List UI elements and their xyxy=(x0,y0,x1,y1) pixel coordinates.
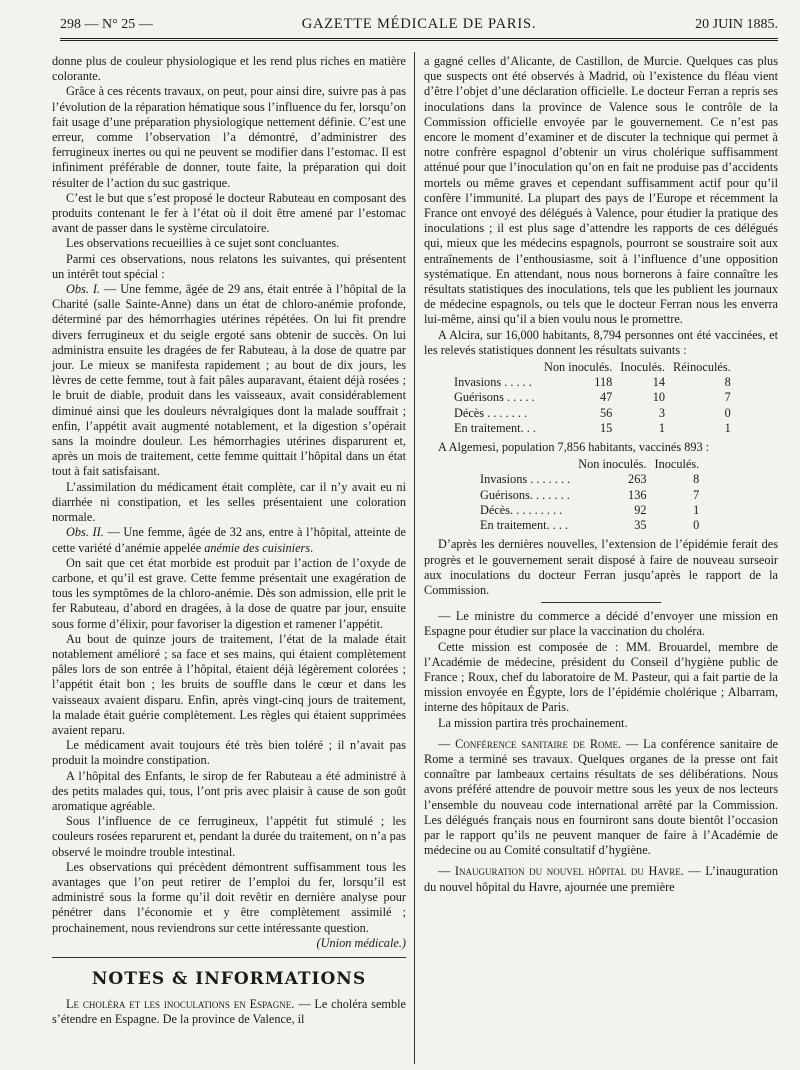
paragraph: — Le ministre du commerce a décidé d’envoyer une mission en Espagne pour étudier sur place la vaccination du choléra. xyxy=(424,609,778,639)
table-cell: 7 xyxy=(724,390,731,405)
observation-2 xyxy=(52,525,406,555)
table-header-row xyxy=(476,457,703,472)
table-cell: Guérisons. . . . . . . xyxy=(480,487,570,502)
table-cell: 92 xyxy=(634,502,647,517)
section-title: NOTES & INFORMATIONS xyxy=(91,968,367,989)
page-number: 298 — N° 25 — xyxy=(60,17,153,32)
column-divider xyxy=(414,52,415,1064)
table-cell: 1 xyxy=(693,502,700,517)
paragraph: Sous l’influence de ce ferrugineux, l’appétit fut stimulé ; les couleurs rosées reparurent et, pendant la durée du traitement, on n’a pas observé le moindre trouble intestinal. xyxy=(52,814,406,859)
paragraph: L’assimilation du médicament était complète, car il n’y avait eu ni diarrhée ni constipation, et les selles présentaient une coloration normale. xyxy=(52,479,406,525)
table-cell: 15 xyxy=(599,420,613,435)
source-credit: (Union médicale.) xyxy=(316,935,406,950)
table-cell: Invasions . . . . . xyxy=(454,375,532,390)
issue-date: 20 JUIN 1885. xyxy=(695,17,778,32)
table-cell: 1 xyxy=(658,420,666,435)
table-cell: 56 xyxy=(599,405,613,420)
news-item xyxy=(424,864,778,894)
news-item xyxy=(52,997,406,1027)
table-header: Inoculés. xyxy=(654,457,700,472)
header-rule xyxy=(60,38,778,41)
table-header: Non inoculés. xyxy=(578,457,647,472)
table-row xyxy=(450,375,735,390)
paragraph: Cette mission est composée de : MM. Brouardel, membre de l’Académie de médecine, président du Conseil d’hygiène public de France ; Roux, chef du laboratoire de M. Pasteur, qui a fait partie de la mission envoyée en Égypte, lors de l’épidémie cholérique ; Albarram, interne des hôpitaux de Paris. xyxy=(424,639,778,715)
section-divider xyxy=(52,957,406,958)
obs-text: — Une femme, âgée de 29 ans, était entrée à l’hôpital de la Charité (salle Sainte-Anne) dans un état de chloro-anémie profonde, déterminé par des hémorrhagies utérines répétées. On lui fit prendre divers ferrugineux et du seigle ergoté sans obtenir de succès. On lui administra ensuite les dragées de fer Rabuteau, à la dose de quatre par jour. Le mieux se manifesta rapidement ; au bout de dix jours, les lèvres de cette femme, tout à fait pâles auparavant, étaient déjà rosées ; le bruit de diable, produit dans les vaisseaux, avait considérablement diminué ainsi que les douleurs névralgiques dont la malade souffrait ; enfin, l’appétit avait augmenté notablement, et la digestion s’opérait sans la moindre douleur. Les hémorrhagies utérines disparurent et, après un mois de traitement, cette femme quittait l’hôpital dans un état tout à fait satisfaisant. xyxy=(52,282,406,479)
table-cell: 8 xyxy=(724,375,731,390)
table-cell: Décès. . . . . . . . . xyxy=(480,502,563,517)
right-column xyxy=(424,54,778,1064)
obs-label: Obs. II. xyxy=(66,525,104,540)
table-row xyxy=(476,503,703,518)
table-cell: 35 xyxy=(634,518,647,533)
table-cell: Guérisons . . . . . xyxy=(454,390,535,405)
news-item xyxy=(424,737,778,859)
paragraph: A Alcira, sur 16,000 habitants, 8,794 personnes ont été vaccinées, et les relevés statistiques donnent les résultats suivants : xyxy=(424,327,778,357)
news-text: — Le choléra semble s’étendre en Espagne. De la province de Valence, il xyxy=(52,997,407,1027)
paragraph: D’après les dernières nouvelles, l’extension de l’épidémie ferait des progrès et le gouvernement serait disposé à faire de nouveau surseoir aux inoculations du docteur Ferran jusqu’après le rapport de la Commission. xyxy=(424,537,778,597)
news-text: — La conférence sanitaire de Rome a terminé ses travaux. Quelques organes de la presse ont fait connaître par lambeaux certains résultats de ses délibérations. Nous avons préféré attendre de pouvoir mettre sous les yeux de nos lecteurs l’ensemble du nouveau code international arrêté par la Commission. Les délégués français nous en fourniront sans doute bientôt l’occasion par le rapport qu’ils ne peuvent manquer de faire à l’Académie de médecine ou au Comité consultatif d’hygiène. xyxy=(424,736,778,858)
table-cell: 136 xyxy=(628,487,647,502)
obs-text: — Une femme, âgée de 32 ans, entre à l’hôpital, atteinte de cette variété d’anémie appelée xyxy=(52,525,406,555)
table-cell: Invasions . . . . . . . xyxy=(480,472,571,487)
obs-label: Obs. I. xyxy=(66,282,101,297)
table-row xyxy=(450,390,735,405)
page-header xyxy=(60,14,778,34)
paragraph: donne plus de couleur physiologique et les rend plus riches en matière colorante. xyxy=(52,54,406,84)
algemesi-table xyxy=(476,457,703,533)
paragraph: On sait que cet état morbide est produit par l’action de l’oxyde de carbone, et qu’il est grave. Cette femme présentait une exagération de tous les symptômes de la chloro-anémie. Dès son admission, elle prit le fer Rabuteau, d’abord en dragées, à la dose de quatre par jour, ensuite sous forme d’élixir, pour favoriser la digestion et ramener l’appétit. xyxy=(52,555,406,631)
table-cell: 7 xyxy=(693,487,700,502)
news-headline: Le choléra et les inoculations en Espagne. xyxy=(66,997,295,1012)
table-row xyxy=(450,406,735,421)
table-cell: En traitement. . . . xyxy=(480,518,569,533)
table-cell: 10 xyxy=(652,390,666,405)
observation-1 xyxy=(52,282,406,480)
table-row xyxy=(476,518,703,533)
table-row xyxy=(476,472,703,487)
journal-title: GAZETTE MÉDICALE DE PARIS. xyxy=(301,16,537,32)
paragraph: A l’hôpital des Enfants, le sirop de fer Rabuteau a été administré à des petits malades qui, tous, l’ont pris avec plaisir à cause de son goût aromatique agréable. xyxy=(52,768,406,813)
table-row xyxy=(476,488,703,503)
item-divider xyxy=(541,602,661,603)
table-cell: 3 xyxy=(658,405,666,420)
table-row xyxy=(450,421,735,436)
paragraph: Parmi ces observations, nous relatons les suivantes, qui présentent un intérêt tout spécial : xyxy=(52,251,406,281)
table-cell: En traitement. . . xyxy=(454,420,536,435)
table-cell: 8 xyxy=(693,472,700,487)
alcira-table xyxy=(450,360,735,436)
obs-italic: anémie des cuisiniers xyxy=(204,540,311,555)
table-header: Non inoculés. xyxy=(543,360,613,375)
table-cell: 47 xyxy=(599,390,613,405)
table-cell: 0 xyxy=(724,405,731,420)
table-cell: Décès . . . . . . . xyxy=(454,405,528,420)
news-text: — L’inauguration du nouvel hôpital du Havre, ajournée une première xyxy=(424,864,778,894)
paragraph: Grâce à ces récents travaux, on peut, pour ainsi dire, suivre pas à pas l’évolution de la réparation hématique sous l’influence du fer, lorsqu’on fait usage d’une préparation physiologique nettement définie. C’est une erreur, comme l’observation l’a démontré, d’administrer des ferrugineux inertes ou qui ne peuvent se modifier dans l’estomac. Il est infiniment préférable de donner, toute faite, la préparation qui doit résulter de l’action du suc gastrique. xyxy=(52,84,406,190)
paragraph: Les observations qui précèdent démontrent suffisamment tous les avantages que l’on peut retirer de l’emploi du fer, lorsqu’il est administré sous la forme qu’il doit revêtir en dernière analyse pour pénétrer dans l’économie et y être complètement assimilé ; prochainement, nous reviendrons sur cette intéressante question. xyxy=(52,859,406,935)
table-header-row xyxy=(450,360,735,375)
paragraph: Le médicament avait toujours été très bien toléré ; il n’avait pas produit la moindre constipation. xyxy=(52,738,406,768)
table-cell: 0 xyxy=(693,518,700,533)
paragraph: La mission partira très prochainement. xyxy=(438,715,628,730)
table-cell: 14 xyxy=(652,375,666,390)
table-cell: 263 xyxy=(628,472,647,487)
table-header: Inoculés. xyxy=(620,360,666,375)
paragraph: Au bout de quinze jours de traitement, l’état de la malade était notablement amélioré ; sa face et ses mains, qui étaient complètement pâles lors de son entrée à l’hôpital, étaient déjà légèrement colorées ; l’appétit était bon ; les bruits de souffle dans le cœur et dans les vaisseaux avaient disparu. Enfin, après vingt-cinq jours de traitement, la malade était guérie complètement. Les règles qui étaient supprimées avaient reparu. xyxy=(52,631,406,737)
table-cell: 1 xyxy=(724,420,731,435)
paragraph: a gagné celles d’Alicante, de Castillon, de Murcie. Quelques cas plus que suspects ont été observés à Madrid, où l’existence du fléau vient d’être l’objet d’une déclaration officielle. Le docteur Ferran a repris ses inoculations dans la province de Valence sous le contrôle de la Commission officielle envoyée par le gouvernement. Ce n’est pas encore le moment d’examiner et de discuter la technique qui permet à notre confrère espagnol d’obtenir un virus cholérique suffisamment atténué pour que l’inoculation qu’on en fait ne produise pas d’accidents mortels ou même graves et cependant suffisamment actif pour qu’il confère l’immunité. La plupart des pays de l’Europe et récemment la France ont envoyé des délégués à Valence, pour étudier la pratique des inoculations ; il est plus sage d’attendre les rapports de ces délégués qui, mieux que les médecins espagnols, pourront se soustraire soit aux entraînements de l’enthousiasme, soit à l’influence d’une opposition systématique. En attendant, nous nous bornerons à faire connaître les résultats statistiques des inoculations, tels que les publient les journaux de médecine espagnols, ou tels que le docteur Ferran nous les enverra lui-même, ainsi qu’il a bien voulu nous le promettre. xyxy=(424,54,778,327)
table-header: Réinoculés. xyxy=(673,360,731,375)
table-cell: 118 xyxy=(594,375,613,390)
left-column xyxy=(52,54,406,1064)
paragraph: Les observations recueillies à ce sujet sont concluantes. xyxy=(66,236,340,251)
paragraph: C’est le but que s’est proposé le docteur Rabuteau en composant des produits contenant le fer à l’état où il doit être amené par l’estomac avant de passer dans le système circulatoire. xyxy=(52,190,406,236)
paragraph: A Algemesi, population 7,856 habitants, vaccinés 893 : xyxy=(438,440,710,455)
obs-text-end: . xyxy=(310,540,314,555)
news-headline: — Inauguration du nouvel hôpital du Havre. xyxy=(438,864,684,879)
news-headline: — Conférence sanitaire de Rome. xyxy=(438,736,622,751)
